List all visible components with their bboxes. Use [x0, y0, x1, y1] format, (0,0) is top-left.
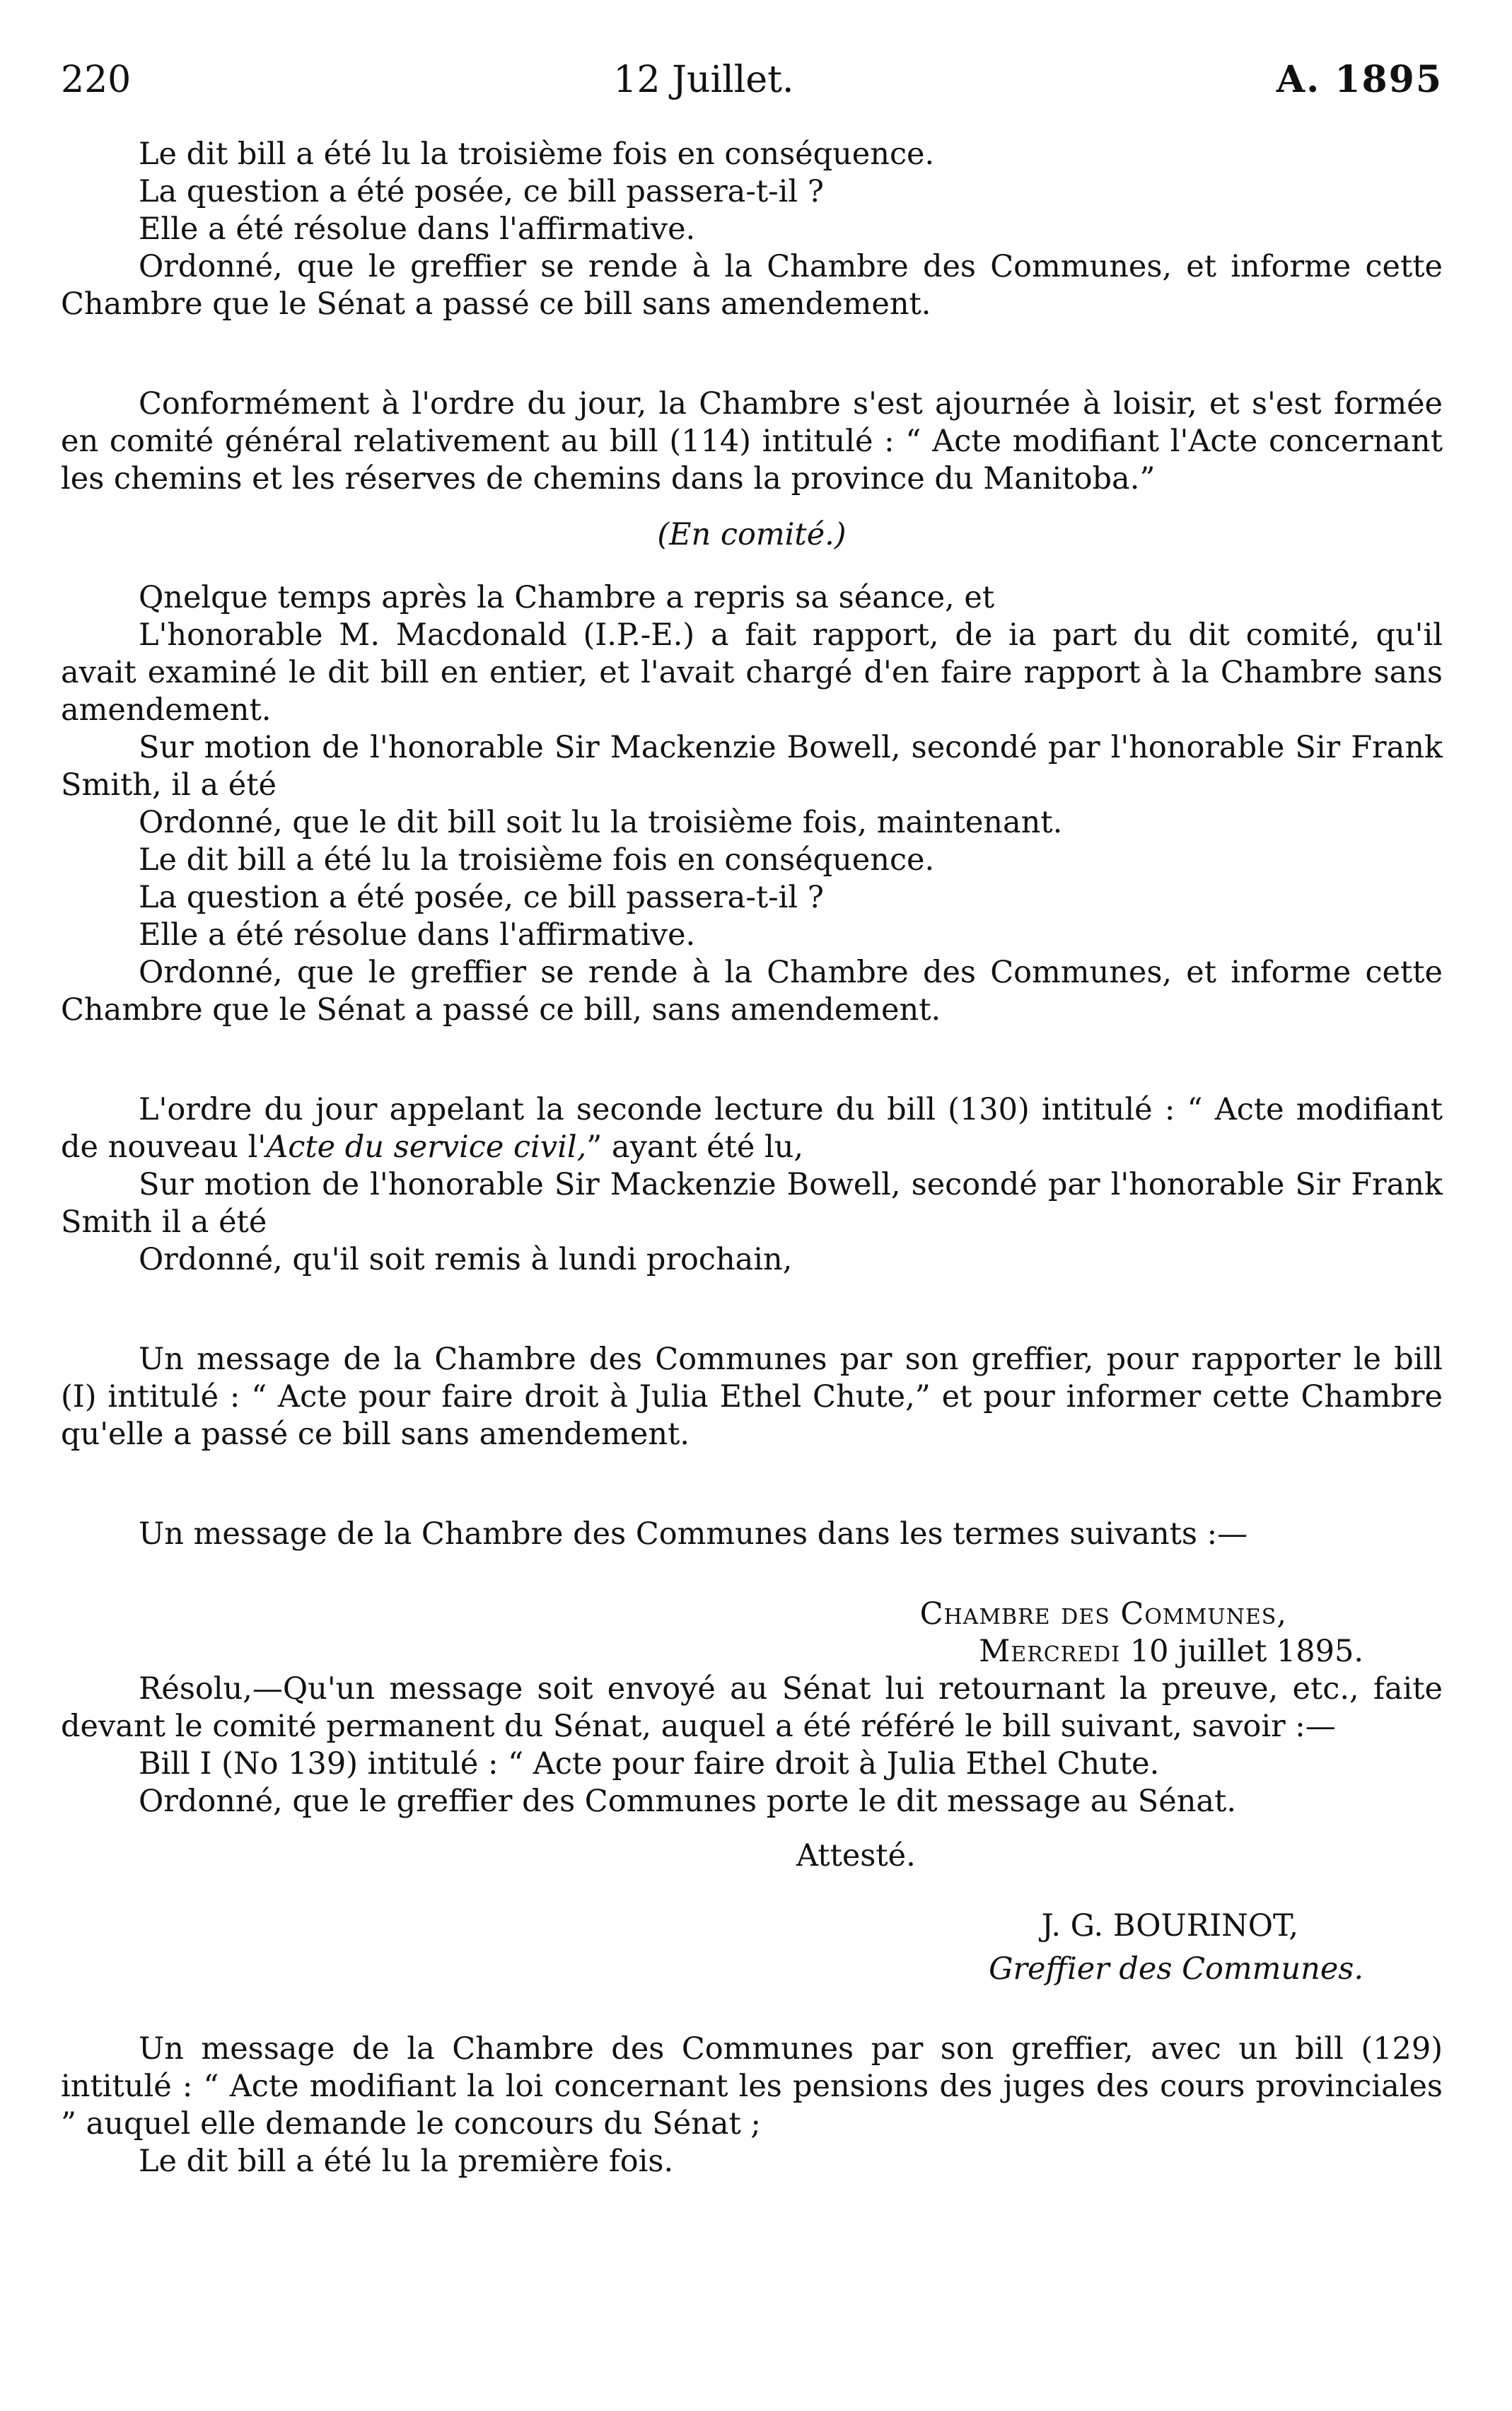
- paragraph: Un message de la Chambre des Communes par son greffier, avec un bill (129) intitulé : “ Acte modifiant la loi concernant les pensions des juges des cours provinciales ” auquel elle demande le concours du Sénat ;: [61, 2031, 1443, 2142]
- header-date: 12 Juillet.: [613, 59, 794, 101]
- header-year: A. 1895: [1276, 58, 1443, 101]
- text-run: ” ayant été lu,: [586, 1129, 804, 1165]
- paragraph: Elle a été résolue dans l'affirmative.: [139, 917, 696, 953]
- message-date: [61, 1633, 1443, 1671]
- paragraph: Ordonné, que le greffier des Communes porte le dit message au Sénat.: [139, 1784, 1236, 1819]
- paragraph: Conformément à l'ordre du jour, la Chambre s'est ajournée à loisir, et s'est formée en comité général relativement au bill (114) intitulé : “ Acte modifiant l'Acte concernant les chemins et les réserves de chemins dans la province du Manitoba.”: [61, 386, 1443, 496]
- page-header: [61, 55, 1443, 105]
- document-body: [61, 136, 1443, 2180]
- message-day: 10 juillet 1895.: [1120, 1634, 1363, 1669]
- text-run: L'ordre du jour appelant la seconde lecture du bill (130) intitulé : “ Acte modifiant de nouveau l': [61, 1092, 1443, 1165]
- attest-line: Attesté.: [796, 1838, 916, 1873]
- paragraph: Ordonné, que le greffier se rende à la Chambre des Communes, et informe cette Chambre que le Sénat a passé ce bill, sans amendement.: [61, 955, 1443, 1028]
- paragraph: Elle a été résolue dans l'affirmative.: [139, 211, 696, 247]
- paragraph: Ordonné, que le dit bill soit lu la troisième fois, maintenant.: [139, 805, 1063, 840]
- paragraph: Bill I (No 139) intitulé : “ Acte pour faire droit à Julia Ethel Chute.: [139, 1746, 1160, 1782]
- committee-heading: (En comité.): [657, 517, 847, 552]
- paragraph: Le dit bill a été lu la première fois.: [139, 2144, 674, 2179]
- paragraph: La question a été posée, ce bill passera-t-il ?: [139, 880, 824, 915]
- paragraph: Ordonné, que le greffier se rende à la Chambre des Communes, et informe cette Chambre que le Sénat a passé ce bill sans amendement.: [61, 249, 1443, 322]
- paragraph: La question a été posée, ce bill passera-t-il ?: [139, 174, 824, 209]
- page-number: 220: [61, 59, 132, 101]
- paragraph: Ordonné, qu'il soit remis à lundi prochain,: [139, 1242, 793, 1277]
- paragraph: Résolu,—Qu'un message soit envoyé au Sénat lui retournant la preuve, etc., faite devant le comité permanent du Sénat, auquel a été référé le bill suivant, savoir :—: [61, 1671, 1443, 1744]
- paragraph: L'honorable M. Macdonald (I.P.-E.) a fait rapport, de ia part du dit comité, qu'il avait examiné le dit bill en entier, et l'avait chargé d'en faire rapport à la Chambre sans amendement.: [61, 617, 1443, 728]
- paragraph: Sur motion de l'honorable Sir Mackenzie Bowell, secondé par l'honorable Sir Frank Smith il a été: [61, 1167, 1443, 1240]
- paragraph: Sur motion de l'honorable Sir Mackenzie Bowell, secondé par l'honorable Sir Frank Smith, il a été: [61, 730, 1443, 803]
- message-address: Chambre des Communes,: [919, 1596, 1287, 1632]
- paragraph: Le dit bill a été lu la troisième fois en conséquence.: [139, 136, 935, 172]
- message-weekday: Mercredi: [979, 1634, 1121, 1669]
- paragraph: Le dit bill a été lu la troisième fois en conséquence.: [139, 842, 935, 878]
- paragraph: [61, 1091, 1443, 1166]
- signature-name: J. G. BOURINOT,: [1041, 1908, 1298, 1944]
- signature-title: Greffier des Communes.: [989, 1951, 1363, 1987]
- paragraph: Un message de la Chambre des Communes dans les termes suivants :—: [139, 1516, 1248, 1552]
- paragraph: Qnelque temps après la Chambre a repris sa séance, et: [139, 580, 995, 615]
- act-title: Acte du service civil,: [266, 1129, 587, 1165]
- paragraph: Un message de la Chambre des Communes par son greffier, pour rapporter le bill (I) intitulé : “ Acte pour faire droit à Julia Ethel Chute,” et pour informer cette Chambre qu'elle a passé ce bill sans amendement.: [61, 1342, 1443, 1452]
